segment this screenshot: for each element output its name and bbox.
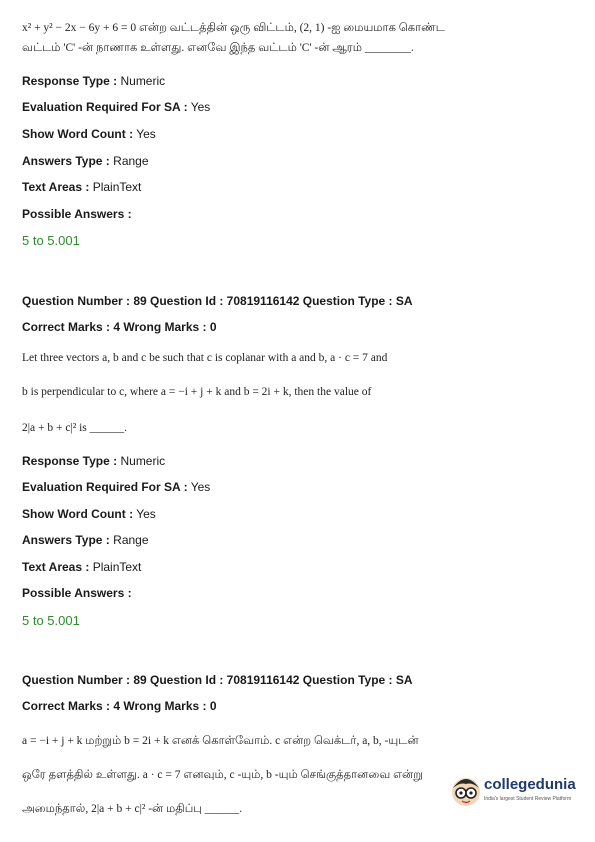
text-areas: Text Areas : PlainText [22,180,142,194]
marks-info: Correct Marks : 4 Wrong Marks : 0 [22,320,217,334]
possible-answer: 5 to 5.001 [22,613,80,628]
question-line: 2|a + b + c|² is ______. [22,422,128,434]
logo-name: collegedunia [484,776,576,793]
question-line: x² + y² − 2x − 6y + 6 = 0 என்ற வட்டத்தின் ஒரு விட்டம், (2, 1) -ஐ மையமாக கொண்ட [22,22,445,34]
question-line: Let three vectors a, b and c be such that c is coplanar with a and b, a · c = 7 and [22,352,388,364]
question-line: b is perpendicular to c, where a = −i + j + k and b = 2i + k, then the value of [22,386,372,398]
evaluation-required: Evaluation Required For SA : Yes [22,100,211,114]
evaluation-required: Evaluation Required For SA : Yes [22,480,211,494]
show-word-count: Show Word Count : Yes [22,127,156,141]
question-header: Question Number : 89 Question Id : 70819116142 Question Type : SA [22,294,413,308]
question-line: ஒரே தளத்தில் உள்ளது. a · c = 7 எனவும், c -யும், b -யும் செங்குத்தானவை என்று [22,769,423,781]
possible-answers-label: Possible Answers : [22,207,132,221]
answers-type: Answers Type : Range [22,533,149,547]
response-type: Response Type : Numeric [22,74,166,88]
logo-tagline: India's largest Student Review Platform [484,796,572,802]
question-line: a = −i + j + k மற்றும் b = 2i + k எனக் கொள்வோம். c என்ற வெக்டர், a, b, -யுடன் [22,735,419,747]
question-line: வட்டம் 'C' -ன் நாணாக உள்ளது. எனவே இந்த வட்டம் 'C' -ன் ஆரம் ________. [22,42,414,54]
show-word-count: Show Word Count : Yes [22,507,156,521]
question-header: Question Number : 89 Question Id : 70819116142 Question Type : SA [22,673,413,687]
answers-type: Answers Type : Range [22,154,149,168]
text-areas: Text Areas : PlainText [22,560,142,574]
mascot-icon [450,774,482,810]
response-type: Response Type : Numeric [22,454,166,468]
question-line: அமைந்தால், 2|a + b + c|² -ன் மதிப்பு ______. [22,803,243,815]
possible-answer: 5 to 5.001 [22,233,80,248]
possible-answers-label: Possible Answers : [22,586,132,600]
marks-info: Correct Marks : 4 Wrong Marks : 0 [22,699,217,713]
collegedunia-logo [450,772,582,812]
